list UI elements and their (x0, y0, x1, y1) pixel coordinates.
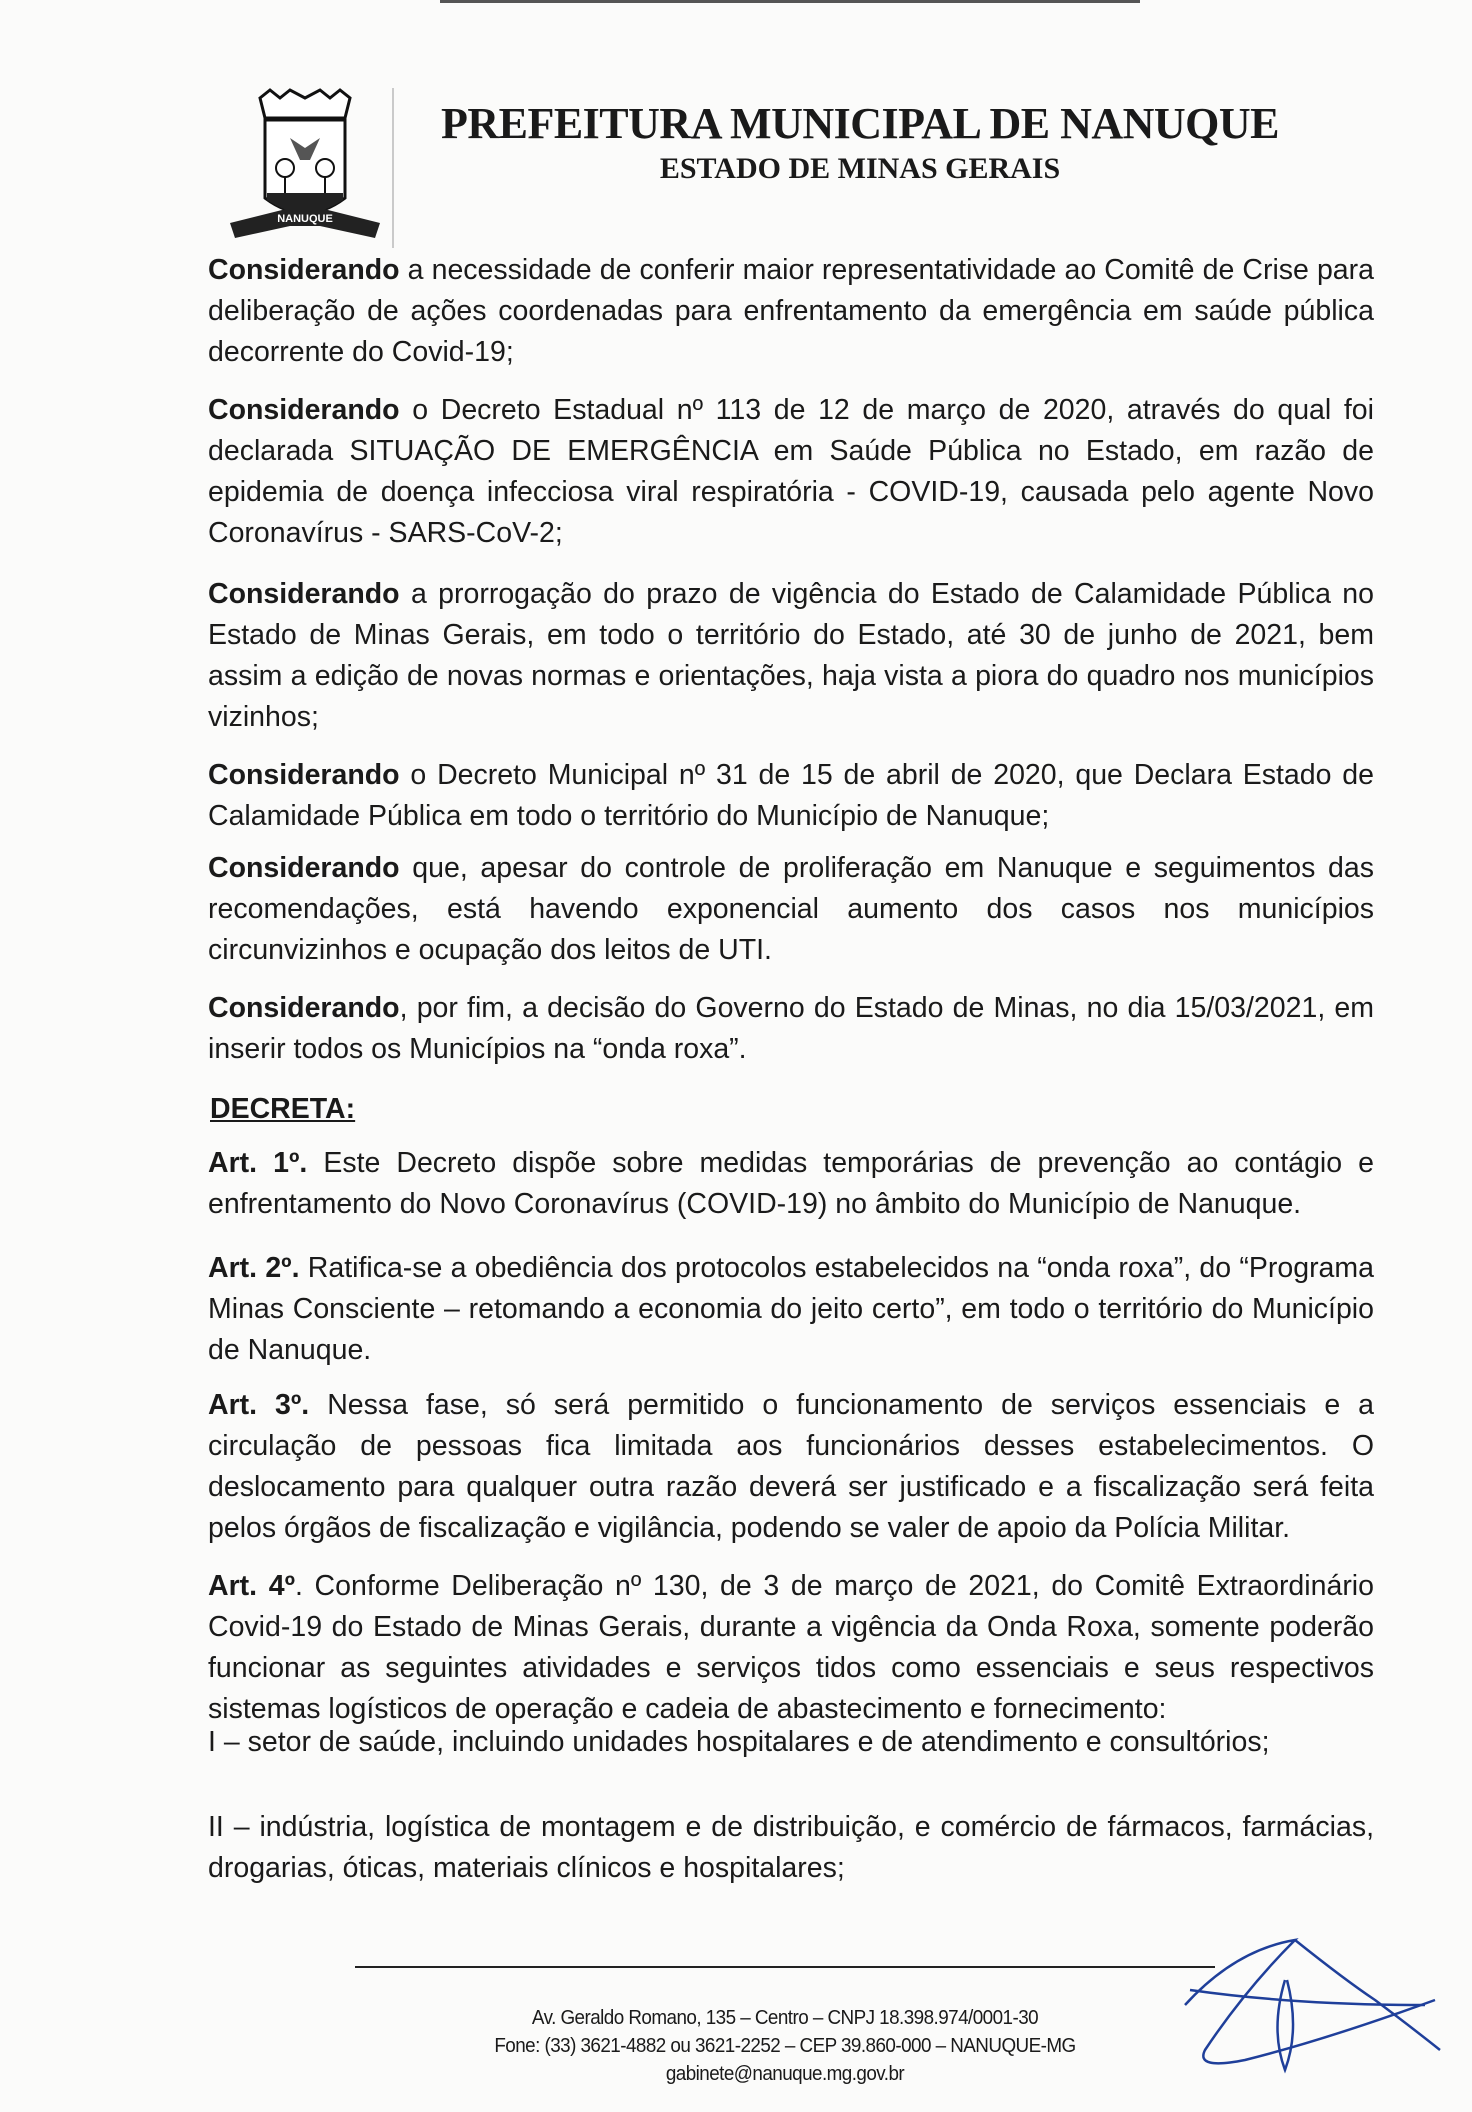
top-edge-line (440, 0, 1140, 3)
decreta-heading: DECRETA: (210, 1093, 356, 1125)
footer-email: gabinete@nanuque.mg.gov.br (665, 2062, 905, 2085)
considerando-paragraph (208, 390, 1374, 554)
considerando-paragraph (208, 848, 1374, 971)
paragraph-lead: Considerando (208, 578, 400, 610)
article-text: Este Decreto dispõe sobre medidas temporárias de prevenção ao contágio e enfrentamento do Novo Coronavírus (COVID-19) no âmbito do Município de Nanuque. (208, 1147, 1374, 1220)
paragraph-lead: Considerando (208, 254, 400, 286)
article-4 (208, 1566, 1374, 1730)
page-subtitle: ESTADO DE MINAS GERAIS (659, 152, 1061, 185)
article-3 (208, 1385, 1374, 1549)
paragraph-lead: Considerando (208, 852, 400, 884)
footer-phone: Fone: (33) 3621-4882 ou 3621-2252 – CEP 39.860-000 – NANUQUE-MG (494, 2034, 1076, 2057)
article-text: . Conforme Deliberação nº 130, de 3 de março de 2021, do Comitê Extraordinário Covid-19 do Estado de Minas Gerais, durante a vigência da Onda Roxa, somente poderão funcionar as seguintes atividades e serviços tidos como essenciais e seus respectivos sistemas logísticos de operação e cadeia de abastecimento e fornecimento: (208, 1570, 1374, 1725)
footer-address: Av. Geraldo Romano, 135 – Centro – CNPJ 18.398.974/0001-30 (531, 2006, 1039, 2029)
paragraph-text: que, apesar do controle de proliferação em Nanuque e seguimentos das recomendações, está havendo exponencial aumento dos casos nos municípios circunvizinhos e ocupação dos leitos de UTI. (208, 852, 1374, 966)
considerando-paragraph (208, 988, 1374, 1070)
municipal-coat-of-arms-logo (215, 88, 395, 253)
paragraph-text: a prorrogação do prazo de vigência do Estado de Calamidade Pública no Estado de Minas Gerais, em todo o território do Estado, até 30 de junho de 2021, bem assim a edição de novas normas e orientações, haja vista a piora do quadro nos municípios vizinhos; (208, 578, 1374, 733)
item-ii: II – indústria, logística de montagem e de distribuição, e comércio de fármacos, farmácias, drogarias, óticas, materiais clínicos e hospitalares; (208, 1811, 1374, 1884)
article-1 (208, 1143, 1374, 1225)
article-text: Ratifica-se a obediência dos protocolos estabelecidos na “onda roxa”, do “Programa Minas Consciente – retomando a economia do jeito certo”, em todo o território do Município de Nanuque. (208, 1252, 1375, 1366)
article-2 (208, 1248, 1374, 1371)
page-title: PREFEITURA MUNICIPAL DE NANUQUE (440, 99, 1280, 148)
logo-ribbon-text: NANUQUE (277, 213, 333, 225)
article-lead: Art. 4º (208, 1570, 295, 1602)
article-lead: Art. 2º. (208, 1252, 300, 1284)
article-lead: Art. 1º. (208, 1147, 308, 1179)
article-text: Nessa fase, só será permitido o funcionamento de serviços essenciais e a circulação de pessoas fica limitada aos funcionários desses estabelecimentos. O deslocamento para qualquer outra razão deverá ser justificado e a fiscalização será feita pelos órgãos de fiscalização e vigilância, podendo se valer de apoio da Polícia Militar. (208, 1389, 1374, 1544)
paragraph-text: a necessidade de conferir maior representatividade ao Comitê de Crise para deliberação de ações coordenadas para enfrentamento da emergência em saúde pública decorrente do Covid-19; (208, 254, 1374, 368)
paragraph-text: o Decreto Municipal nº 31 de 15 de abril de 2020, que Declara Estado de Calamidade Pública em todo o território do Município de Nanuque; (208, 759, 1374, 832)
article-lead: Art. 3º. (208, 1389, 310, 1421)
paragraph-lead: Considerando (208, 394, 400, 426)
paragraph-text: o Decreto Estadual nº 113 de 12 de março de 2020, através do qual foi declarada SITUAÇÃO DE EMERGÊNCIA em Saúde Pública no Estado, em razão de epidemia de doença infecciosa viral respiratória - COVID-19, causada pelo agente Novo Coronavírus - SARS-CoV-2; (208, 394, 1374, 549)
considerando-paragraph (208, 574, 1374, 738)
paragraph-text: , por fim, a decisão do Governo do Estado de Minas, no dia 15/03/2021, em inserir todos os Municípios na “onda roxa”. (208, 992, 1374, 1065)
footer-divider (355, 1966, 1215, 1968)
paragraph-lead: Considerando (208, 759, 400, 791)
item-i: I – setor de saúde, incluindo unidades hospitalares e de atendimento e consultórios; (208, 1726, 1270, 1758)
handwritten-signature (1175, 1930, 1445, 2075)
considerando-paragraph (208, 250, 1374, 373)
considerando-paragraph (208, 755, 1374, 837)
paragraph-lead: Considerando (208, 992, 400, 1024)
